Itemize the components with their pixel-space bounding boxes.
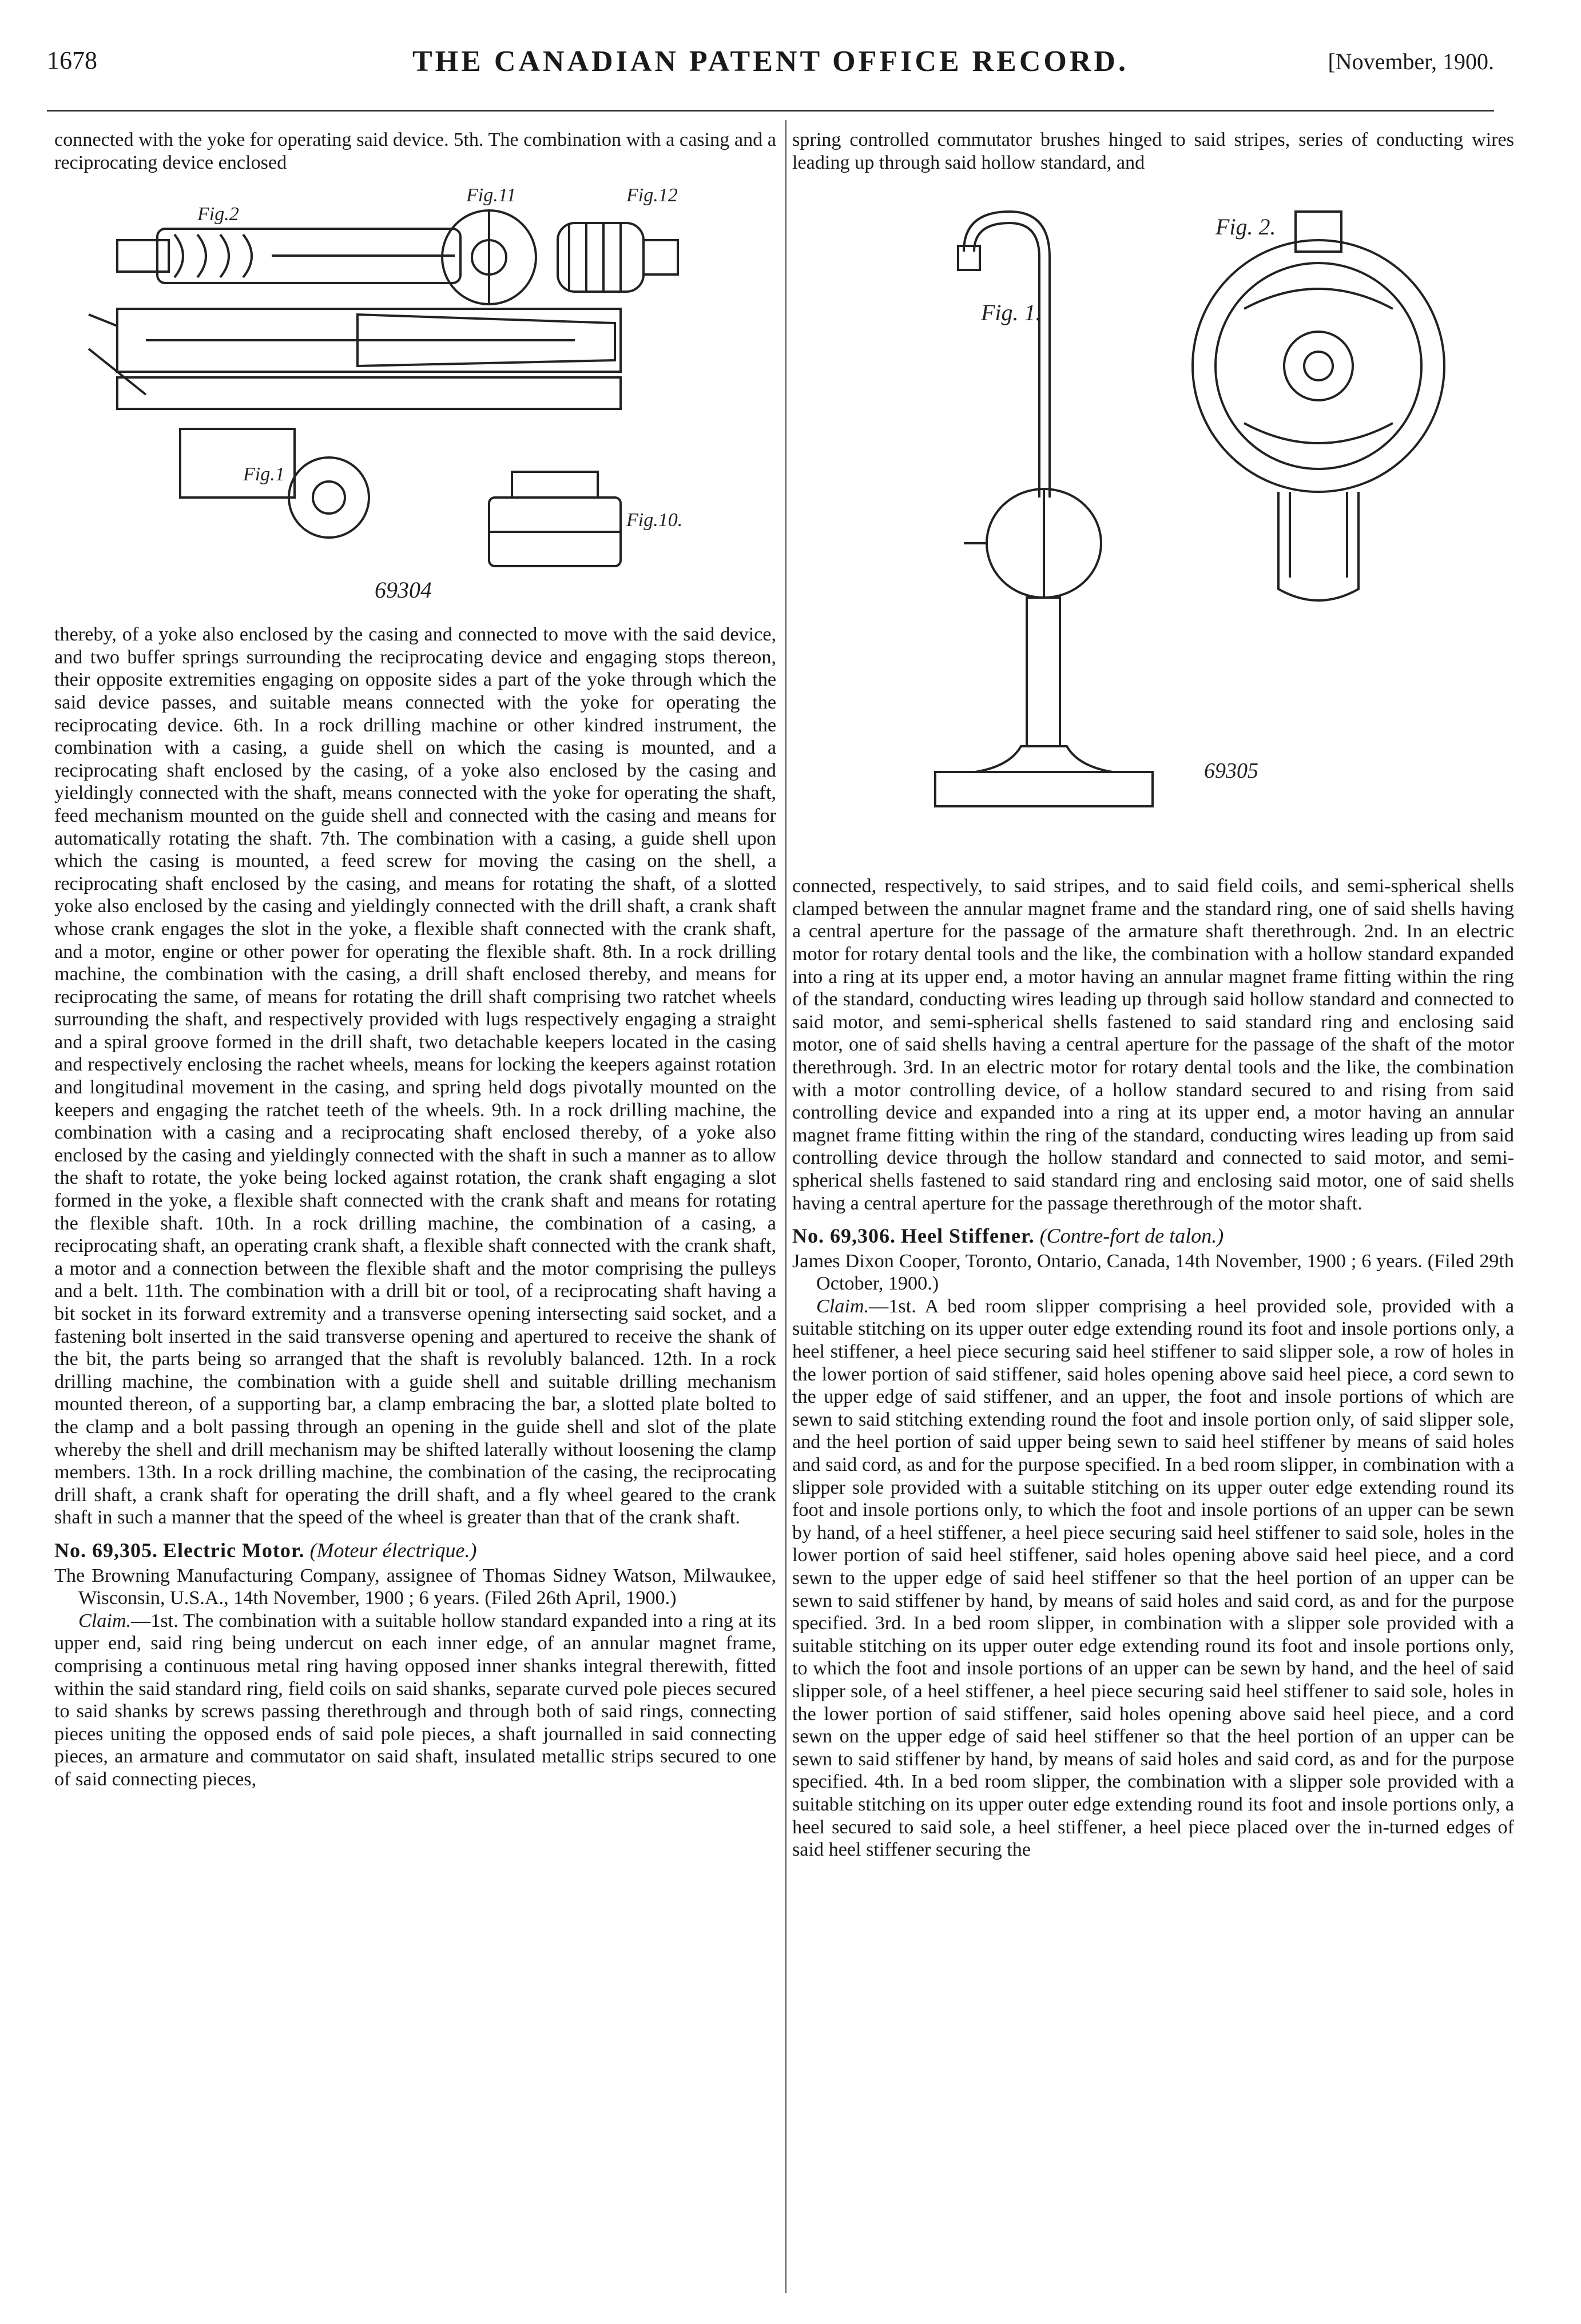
patent-heading-69305 <box>54 1539 776 1562</box>
claim-label: Claim. <box>78 1610 132 1631</box>
claim-label: Claim. <box>816 1295 869 1317</box>
patent-number: No. 69,305. <box>54 1538 158 1562</box>
patent-number: No. 69,306. <box>792 1224 896 1248</box>
claim-text: —1st. A bed room slipper comprising a heel provided sole, provided with a suitable stitching on its upper outer edge extending round its foot and insole portions only, a heel stiffener, a heel piece securing said heel stiffener to said slipper sole, a row of holes in the lower portion of said stiffener, said holes opening above said heel piece, a cord sewn to the upper edge of said stiffener, and an upper, the foot and insole portions of which are sewn to said stitching extending round the foot and insole portion only, of said slipper sole, and the heel portion of said upper being sewn to said heel stiffener by means of said holes and said cord, as and for the purpose specified. In a bed room slipper, in combination with a slipper sole provided with a suitable stitching on its upper outer edge extending round its foot and insole portions only, to which the foot and insole portions of an upper can be sewn by hand, of a heel stiffener, a heel piece securing said heel stiffener to said sole, holes in the lower portion of said heel stiffener, said holes opening above said heel piece, and a cord sewn to the upper edge of said heel stiffener so that the heel portion of an upper can be sewn to said stiffener by hand, by means of said holes and said cord, as and for the purpose specified. 3rd. In a bed room slipper, in combination with a slipper sole provided with a suitable stitching on its upper outer edge extending round its foot and insole portions only, to which the foot and insole portions of an upper can be sewn by hand, and the heel of said slipper sole, of a heel stiffener, a heel piece securing said heel stiffener to said sole, holes in the lower portion of said stiffener, said holes opening above said heel piece, and a cord sewn on the upper edge of said heel stiffener so that the heel portion of an upper can be sewn to said stiffener by hand, by means of said holes and said cord, as and for the purpose specified. 4th. In a bed room slipper, the combination with a slipper sole provided with a suitable stitching on its upper outer edge extending round its foot and insole portions only, a heel secured to said sole, a heel stiffener, a heel piece placed over the in-turned edges of said heel stiffener securing the <box>792 1295 1514 1861</box>
continued-text-top: spring controlled commutator brushes hinged to said stripes, series of conducting wires leading up through said hollow standard, and <box>792 129 1514 173</box>
issue-date: [November, 1900. <box>1328 49 1494 74</box>
header-rule <box>47 110 1494 112</box>
fig-label-10: Fig.10. <box>626 510 683 531</box>
continued-text-body: connected, respectively, to said stripes, and to said field coils, and semi-spherical shells clamped between the annular magnet frame and the standard ring, one of said shells having a central aperture for the passage of the armature shaft therethrough. 2nd. In an electric motor for rotary dental tools and the like, the combination with a hollow standard expanded into a ring at its upper end, a motor having an annular magnet frame fitting within the ring of the standard, conducting wires leading up through said hollow standard and connected to said motor, and semi-spherical shells fastened to said standard ring and enclosing said motor, one of said shells having a central aperture for the passage of the shaft of the motor therethrough. 3rd. In an electric motor for rotary dental tools and the like, the combination with a motor controlling device, of a hollow standard secured to and rising from said controlling device and expanded into a ring at its upper end, a motor having an annular magnet frame fitting within the ring of the standard, conducting wires leading up from said controlling device through the hollow standard and connected to said motor, and semi-spherical shells fastened to said standard ring and enclosing said motor, one of said shells having a central aperture for the passage therethrough of the motor shaft. <box>792 876 1514 1214</box>
patent-drawing-69305 <box>792 177 1514 869</box>
fig-label-2: Fig.2 <box>197 204 239 225</box>
electric-motor-drawing <box>792 177 1514 869</box>
claim-text: —1st. The combination with a suitable hollow standard expanded into a ring at its upper end, said ring being undercut on each inner edge, of an annular magnet frame, comprising a continuous metal ring having opposed inner shanks integral therewith, fitted within the said standard ring, field coils on said shanks, separate curved pole pieces secured to said shanks by screws passing therethrough and through both of said rings, connecting pieces uniting the opposed ends of said pole pieces, a shaft journalled in said connecting pieces, an armature and commutator on said shaft, insulated metallic strips secured to one of said connecting pieces, <box>54 1610 776 1790</box>
patent-owner: The Browning Manufacturing Company, assignee of Thomas Sidney Watson, Milwaukee, Wisconsin, U.S.A., 14th November, 1900 ; 6 years. (Filed 26th April, 1900.) <box>54 1565 776 1609</box>
patent-title: Electric Motor. <box>163 1538 305 1562</box>
column-divider <box>785 120 786 2293</box>
fig-label-1: Fig. 1. <box>981 300 1042 326</box>
patent-claims <box>792 1295 1514 1861</box>
rock-drill-drawing <box>54 177 776 618</box>
patent-drawing-69304 <box>54 177 776 618</box>
right-column <box>792 129 1514 1861</box>
figure-number: 69305 <box>1204 759 1258 783</box>
fig-label-11: Fig.11 <box>466 185 517 206</box>
fig-label-1: Fig.1 <box>243 464 285 486</box>
patent-french-title: (Contre-fort de talon.) <box>1039 1224 1224 1248</box>
fig-label-2: Fig. 2. <box>1215 214 1276 240</box>
patent-owner: James Dixon Cooper, Toronto, Ontario, Canada, 14th November, 1900 ; 6 years. (Filed 29th October, 1900.) <box>792 1250 1514 1295</box>
patent-heading-69306 <box>792 1225 1514 1248</box>
patent-claims <box>54 1610 776 1791</box>
figure-number: 69304 <box>375 577 432 603</box>
patent-french-title: (Moteur électrique.) <box>309 1538 477 1562</box>
left-column <box>54 129 776 1790</box>
publication-title: THE CANADIAN PATENT OFFICE RECORD. <box>412 45 1129 78</box>
continued-text-body: thereby, of a yoke also enclosed by the casing and connected to move with the said device, and two buffer springs surrounding the reciprocating device and engaging stops thereon, their opposite extremities engaging on opposite sides a part of the yoke through which the said device passes, and suitable means connected with the yoke for operating the reciprocating device. 6th. In a rock drilling machine or other kindred instrument, the combination with a casing, a guide shell on which the casing is mounted, and a reciprocating shaft enclosed by the casing, of a yoke also enclosed by the casing and yieldingly connected with the shaft, means connected with the yoke for operating the shaft, feed mechanism mounted on the guide shell and connected with the casing and means for automatically rotating the shaft. 7th. The combination with a casing, a guide shell upon which the casing is mounted, a feed screw for moving the casing on the shell, a reciprocating shaft enclosed by the casing, and means for rotating the shaft, of a slotted yoke also enclosed by the casing and yieldingly connected with the drill shaft, a crank shaft whose crank engages the slot in the yoke, a flexible shaft connected with the crank shaft, and a motor, engine or other power for operating the flexible shaft. 8th. In a rock drilling machine, the combination with the casing, a drill shaft enclosed thereby, and means for reciprocating the same, of means for rotating the drill shaft comprising two ratchet wheels surrounding the shaft, and respectively provided with lugs respectively engaging a straight and a spiral groove formed in the drill shaft, two detachable keepers located in the casing and respectively enclosing the rachet wheels, means for locking the keepers against rotation and longitudinal movement in the casing, and spring held dogs pivotally mounted on the keepers and engaging the ratchet teeth of the wheels. 9th. In a rock drilling machine, the combination with a casing and a reciprocating shaft enclosed thereby, of a yoke also enclosed by the casing and yieldingly connected with the shaft in such a manner as to allow the shaft to rotate, the yoke being locked against rotation, the crank shaft engaging a slot formed in the yoke, a flexible shaft connected with the crank shaft and means for rotating the flexible shaft. 10th. In a rock drilling machine, the combination of a casing, a reciprocating shaft, an operating crank shaft, a flexible shaft connected with the crank shaft, a motor and a connection between the flexible shaft and the motor comprising the pulleys and a belt. 11th. The combination with a drill bit or tool, of a reciprocating shaft having a bit socket in its forward extremity and a transverse opening intersecting said socket, and a fastening bolt inserted in the said transverse opening and apertured to receive the shank of the bit, the parts being so arranged that the shaft is revolubly balanced. 12th. In a rock drilling machine, the combination with a guide shell and suitable drilling mechanism mounted thereon, of a supporting bar, a clamp embracing the bar, a slotted plate bolted to the clamp and a bolt passing through an opening in the guide shell and slot of the plate whereby the shell and drill mechanism may be shifted laterally without loosening the clamp members. 13th. In a rock drilling machine, the combination of the casing, the reciprocating drill shaft, a crank shaft for operating the drill shaft, and a fly wheel geared to the crank shaft in such a manner that the speed of the wheel is greater than that of the crank shaft. <box>54 624 776 1529</box>
page-number: 1678 <box>47 46 97 74</box>
page-header <box>47 46 1494 80</box>
continued-text-top: connected with the yoke for operating said device. 5th. The combination with a casing and a reciprocating device enclosed <box>54 129 776 173</box>
patent-title: Heel Stiffener. <box>901 1224 1035 1248</box>
fig-label-12: Fig.12 <box>626 185 678 206</box>
